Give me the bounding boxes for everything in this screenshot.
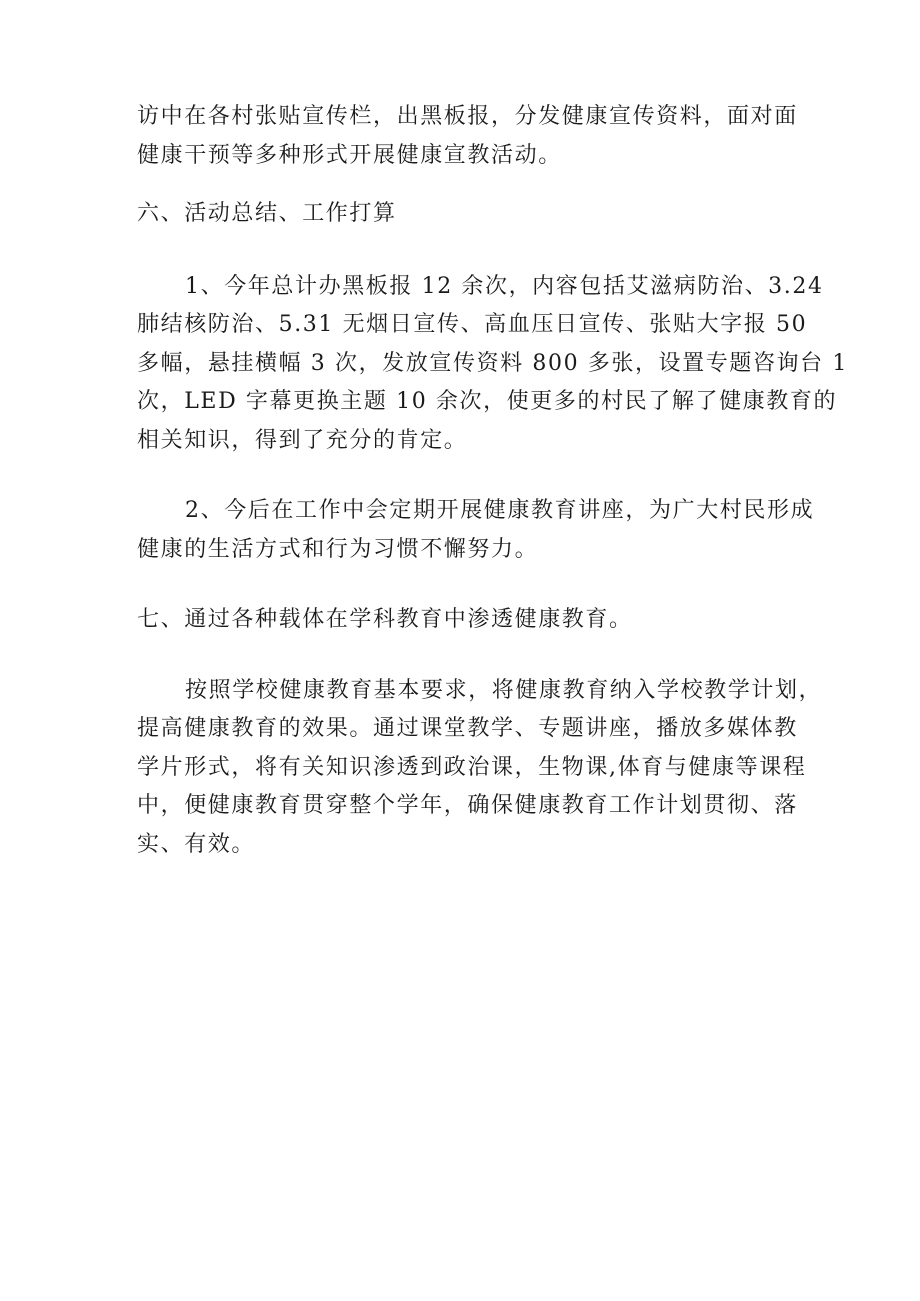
text-line: 次，LED 字幕更换主题 10 余次，使更多的村民了解了健康教育的	[137, 389, 838, 414]
text-line: 相关知识，得到了充分的肯定。	[137, 427, 468, 453]
text-line: 提高健康教育的效果。通过课堂教学、专题讲座，播放多媒体教	[137, 716, 798, 741]
paragraph-school-health-education	[137, 672, 823, 865]
text-line: 1、今年总计办黑板报 12 余次，内容包括艾滋病防治、3.24	[185, 273, 824, 299]
section-heading-seven: 七、通过各种载体在学科教育中渗透健康教育。	[137, 607, 633, 632]
text-line: 按照学校健康教育基本要求，将健康教育纳入学校教学计划，	[185, 677, 823, 703]
text-line: 肺结核防治、5.31 无烟日宣传、高血压日宣传、张贴大字报 50	[137, 312, 808, 337]
text-line: 2、今后在工作中会定期开展健康教育讲座，为广大村民形成	[185, 498, 815, 523]
section-heading-six: 六、活动总结、工作打算	[137, 201, 397, 226]
paragraph-future-plan	[137, 492, 815, 569]
paragraph-activity-summary	[137, 268, 848, 461]
paragraph-propaganda-forms	[137, 98, 797, 175]
document-page	[137, 98, 848, 864]
text-line: 健康干预等多种形式开展健康宣教活动。	[137, 142, 562, 168]
text-line: 多幅，悬挂横幅 3 次，发放宣传资料 800 多张，设置专题咨询台 1	[137, 350, 848, 376]
text-line: 实、有效。	[137, 831, 256, 857]
text-line: 中，便健康教育贯穿整个学年，确保健康教育工作计划贯彻、落	[137, 793, 798, 818]
text-line: 健康的生活方式和行为习惯不懈努力。	[137, 536, 539, 562]
text-line: 学片形式，将有关知识渗透到政治课，生物课,体育与健康等课程	[137, 754, 807, 780]
text-line: 访中在各村张贴宣传栏，出黑板报，分发健康宣传资料，面对面	[137, 104, 798, 129]
